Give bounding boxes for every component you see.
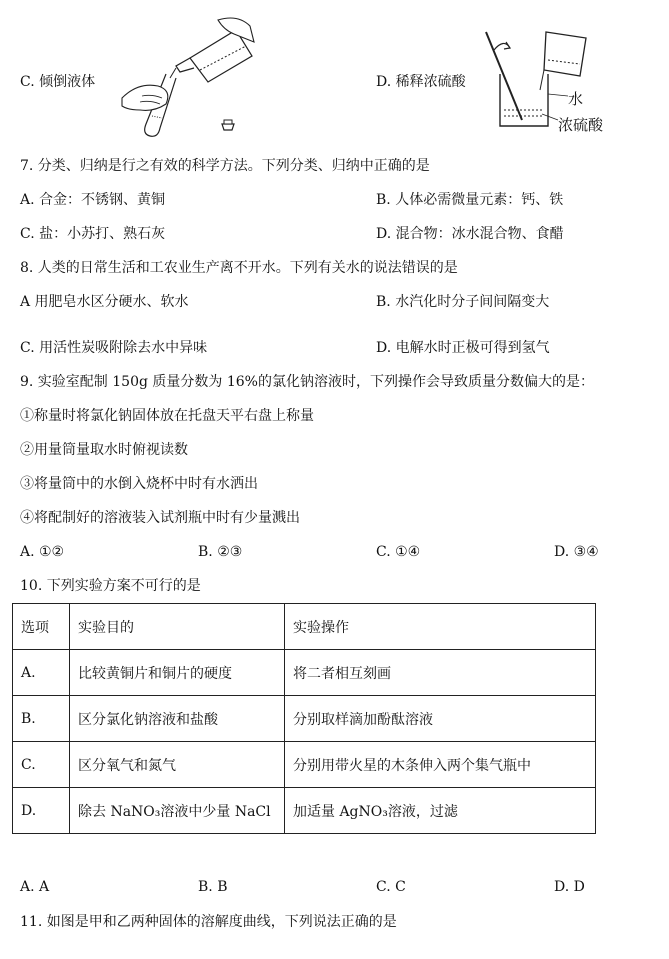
row-operation: 将二者相互刻画 [285,650,596,696]
q10-option-c: C. C [376,879,406,895]
q10-option-d: D. D [554,879,585,895]
row-option: B. [13,696,70,742]
q9-option-a: A. ①② [20,544,65,560]
q9-option-c: C. ①④ [376,544,421,560]
row-option: D. [13,788,70,834]
label-water: 水 [568,90,584,108]
row-purpose: 区分氧气和氮气 [70,742,285,788]
table-row [13,788,596,834]
q9-option-d: D. ③④ [554,544,599,560]
row-purpose: 比较黄铜片和铜片的硬度 [70,650,285,696]
q11-stem: 11. 如图是甲和乙两种固体的溶解度曲线，下列说法正确的是 [20,914,397,930]
q9-option-b: B. ②③ [198,544,243,560]
row-operation: 加适量 AgNO₃溶液，过滤 [285,788,596,834]
table-row [13,650,596,696]
row-purpose: 除去 NaNO₃溶液中少量 NaCl [70,788,285,834]
q9-stem: 9. 实验室配制 150g 质量分数为 16%的氯化钠溶液时，下列操作会导致质量分数偏大的是： [20,374,594,390]
experiment-table [12,603,596,834]
header-purpose: 实验目的 [70,604,285,650]
q8-option-c: C. 用活性炭吸附除去水中异味 [20,340,208,356]
q8-option-d: D. 电解水时正极可得到氢气 [376,340,550,356]
row-option: C. [13,742,70,788]
q6-option-d: D. 稀释浓硫酸 [376,74,466,90]
table-header-row [13,604,596,650]
q8-option-a: A 用肥皂水区分硬水、软水 [20,294,189,310]
header-operation: 实验操作 [285,604,596,650]
table-row [13,696,596,742]
q9-item-2: ②用量筒量取水时俯视读数 [20,442,188,458]
q8-stem: 8. 人类的日常生活和工农业生产离不开水。下列有关水的说法错误的是 [20,260,458,276]
q10-stem: 10. 下列实验方案不可行的是 [20,578,201,594]
q8-option-b: B. 水汽化时分子间间隔变大 [376,294,550,310]
header-option: 选项 [13,604,70,650]
q7-option-d: D. 混合物：冰水混合物、食醋 [376,226,564,242]
row-operation: 分别取样滴加酚酞溶液 [285,696,596,742]
q7-option-c: C. 盐：小苏打、熟石灰 [20,226,166,242]
q10-option-a: A. A [20,879,50,895]
q7-stem: 7. 分类、归纳是行之有效的科学方法。下列分类、归纳中正确的是 [20,158,430,174]
row-purpose: 区分氯化钠溶液和盐酸 [70,696,285,742]
q9-item-1: ①称量时将氯化钠固体放在托盘天平右盘上称量 [20,408,314,424]
row-option: A. [13,650,70,696]
q9-item-4: ④将配制好的溶液装入试剂瓶中时有少量溅出 [20,510,300,526]
q9-item-3: ③将量筒中的水倒入烧杯中时有水洒出 [20,476,258,492]
diluting-acid-figure [482,24,632,136]
q7-option-a: A. 合金：不锈钢、黄铜 [20,192,166,208]
q7-option-b: B. 人体必需微量元素：钙、铁 [376,192,564,208]
pouring-liquid-figure [118,12,258,142]
row-operation: 分别用带火星的木条伸入两个集气瓶中 [285,742,596,788]
label-concentrated-acid: 浓硫酸 [558,116,604,134]
table-row [13,742,596,788]
q6-option-c: C. 倾倒液体 [20,74,96,90]
q10-option-b: B. B [198,879,228,895]
